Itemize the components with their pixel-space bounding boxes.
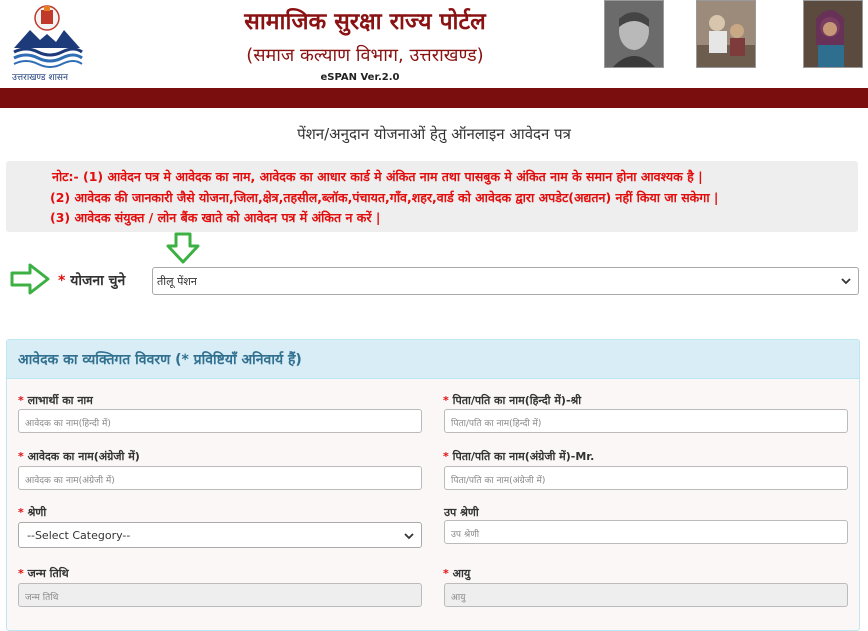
- dob-label: * जन्म तिथि: [18, 567, 69, 580]
- yojana-label: [58, 271, 125, 290]
- green-arrow-down-icon: [166, 232, 200, 264]
- father-name-hindi-label: * पिता/पति का नाम(हिन्दी में)-श्री: [443, 394, 582, 407]
- notice-line-1: नोट:- (1) आवेदन पत्र मे आवेदक का नाम, आवेदक का आधार कार्ड मे अंकित नाम तथा पासबुक मे अंकित नाम के समान होना आवश्यक है |: [52, 169, 703, 184]
- required-mark: *: [58, 273, 66, 289]
- notice-line-3: (3) आवेदक संयुक्त / लोन बैंक खाते को आवेदन पत्र में अंकित न करें |: [50, 210, 381, 225]
- dob-input[interactable]: जन्म तिथि: [18, 583, 422, 607]
- applicant-name-english-label: * आवेदक का नाम(अंग्रेजी में): [18, 450, 140, 463]
- header-photo-1: [604, 0, 664, 68]
- version-label: eSPAN Ver.2.0: [320, 72, 400, 83]
- chevron-down-icon: [840, 275, 852, 287]
- category-select[interactable]: --Select Category--: [18, 522, 422, 548]
- panel-heading: [7, 340, 859, 379]
- father-name-hindi-input[interactable]: पिता/पति का नाम(हिन्दी में): [444, 409, 848, 433]
- yojana-label-text: योजना चुने: [70, 273, 126, 289]
- chevron-down-icon: [403, 530, 415, 542]
- header-bar: [0, 88, 868, 108]
- sub-category-input[interactable]: उप श्रेणी: [444, 520, 848, 544]
- logo-caption: उत्तराखण्ड शासन: [12, 73, 69, 83]
- age-input[interactable]: आयु: [444, 583, 848, 607]
- age-label: * आयु: [443, 567, 471, 580]
- applicant-name-english-input[interactable]: आवेदक का नाम(अंग्रेजी में): [18, 466, 422, 490]
- portal-title: सामाजिक सुरक्षा राज्य पोर्टल: [244, 8, 486, 35]
- beneficiary-name-label: * लाभार्थी का नाम: [18, 394, 93, 407]
- yojana-selected-value: तीलू पेंशन: [157, 275, 197, 288]
- page-title: पेंशन/अनुदान योजनाओं हेतु ऑनलाइन आवेदन पत्र: [297, 125, 571, 143]
- father-name-english-input[interactable]: पिता/पति का नाम(अंग्रेजी में): [444, 466, 848, 490]
- panel-title: आवेदक का व्यक्तिगत विवरण (* प्रविष्टियाँ अनिवार्य हैं): [18, 352, 302, 368]
- header-photo-3: [803, 0, 863, 68]
- category-label: * श्रेणी: [18, 506, 47, 519]
- notice-box: [6, 161, 858, 232]
- sub-category-label: उप श्रेणी: [444, 506, 479, 519]
- site-header: [0, 0, 868, 88]
- notice-line-2: (2) आवेदक की जानकारी जैसे योजना,जिला,क्षेत्र,तहसील,ब्लॉक,पंचायत,गाँव,शहर,वार्ड को आवेदक द्वारा अपडेट(अद्यतन) नहीं किया जा सकेगा |: [50, 190, 719, 205]
- beneficiary-name-hindi-input[interactable]: आवेदक का नाम(हिन्दी में): [18, 409, 422, 433]
- header-photo-2: [696, 0, 756, 68]
- father-name-english-label: * पिता/पति का नाम(अंग्रेजी में)-Mr.: [443, 450, 595, 463]
- green-arrow-right-icon: [10, 263, 50, 295]
- personal-details-panel: [6, 339, 860, 631]
- yojana-select[interactable]: [152, 267, 859, 295]
- portal-subtitle: (समाज कल्याण विभाग, उत्तराखण्ड): [246, 45, 484, 66]
